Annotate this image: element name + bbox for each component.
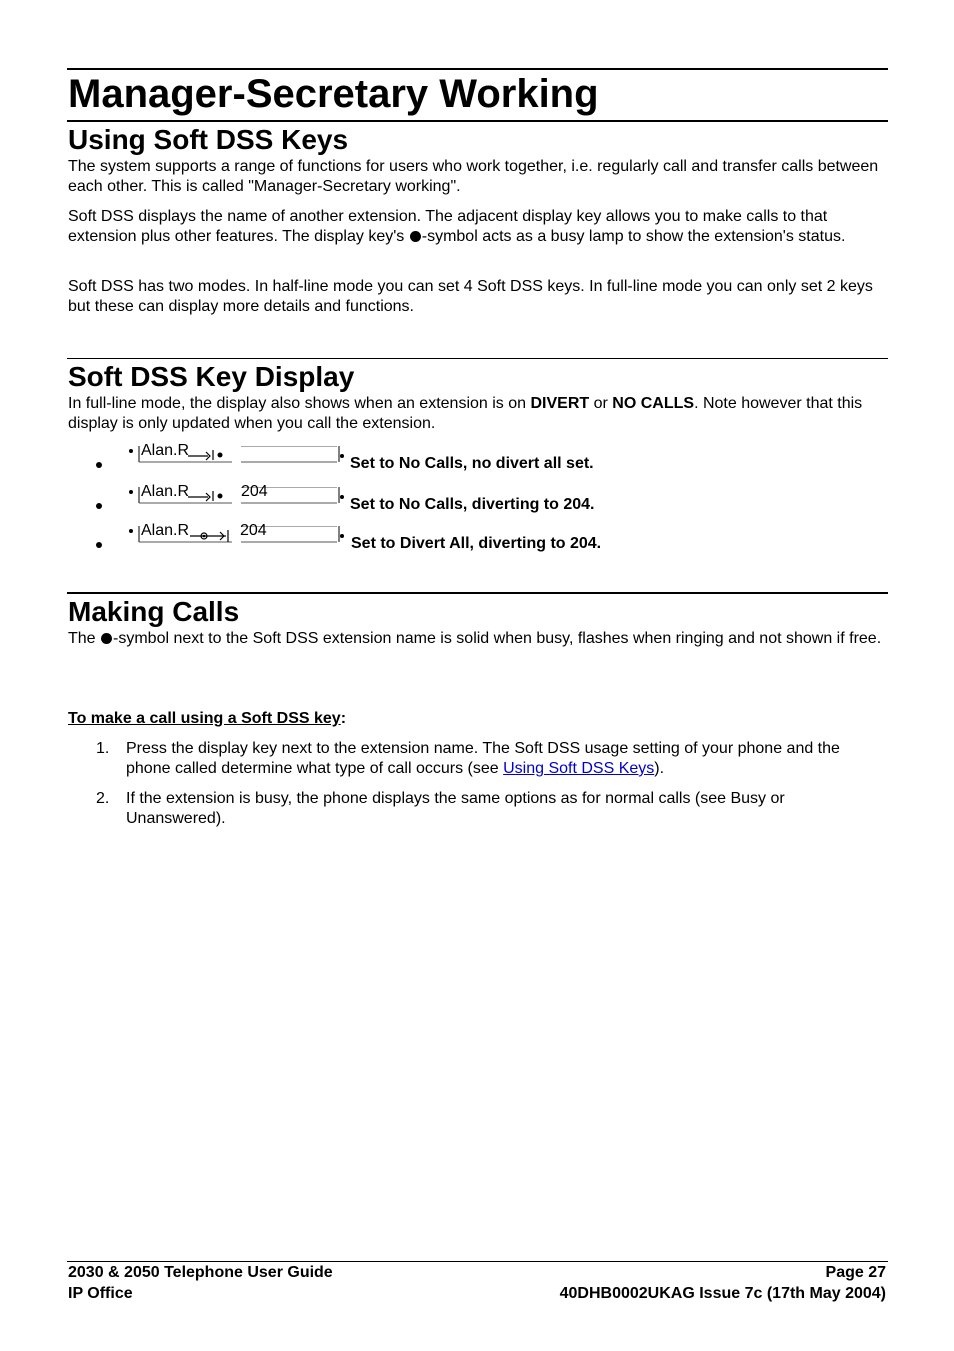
footer-rule [67,1261,888,1262]
section-heading-soft-dss-display: Soft DSS Key Display [68,361,355,392]
display-name-text: Alan.R [141,442,190,459]
busy-lamp-icon [410,231,421,242]
paragraph: The -symbol next to the Soft DSS extension name is solid when busy, flashes when ringing and not shown if free. [68,630,882,647]
step-number: 2. [96,790,110,807]
footer-left-line2: IP Office [68,1285,133,1302]
soft-dss-display [128,522,348,550]
section-divider [67,592,888,594]
bullet-icon [96,503,102,509]
section-heading-making-calls: Making Calls [68,596,240,627]
footer-left-line1: 2030 & 2050 Telephone User Guide [68,1264,333,1281]
display-name-text: Alan.R [141,522,190,539]
display-number-text: 204 [240,522,267,539]
using-soft-dss-keys-link[interactable]: Using Soft DSS Keys [503,760,655,777]
step-number: 1. [96,740,110,757]
step-text: If the extension is busy, the phone displays the same options as for normal calls (see Busy or Unanswered). [126,790,785,827]
footer-document-id: 40DHB0002UKAG Issue 7c (17th May 2004) [559,1285,886,1302]
display-caption: Set to Divert All, diverting to 204. [351,535,602,552]
display-caption: Set to No Calls, diverting to 204. [350,496,595,513]
display-number-text: 204 [241,483,268,500]
section-divider [67,358,888,359]
paragraph: Soft DSS has two modes. In half-line mode you can set 4 Soft DSS keys. In full-line mode you can only set 2 keys but these can display more details and functions. [68,278,873,315]
soft-dss-display [128,442,348,470]
paragraph: The system supports a range of functions for users who work together, i.e. regularly call and transfer calls between each other. This is called "Manager-Secretary working". [68,158,879,195]
title-bottom-rule [67,120,888,122]
paragraph: Soft DSS displays the name of another extension. The adjacent display key allows you to make calls to that extension plus other features. The display key's -symbol acts as a busy lamp to show the extension's status. [68,208,846,245]
section-heading-using-soft-dss: Using Soft DSS Keys [68,124,349,155]
footer-page-number: Page 27 [825,1264,886,1281]
step-text: Press the display key next to the extension name. The Soft DSS usage setting of your phone and the phone called determine what type of call occurs (see Using Soft DSS Keys). [126,740,840,777]
display-caption: Set to No Calls, no divert all set. [350,455,594,472]
busy-lamp-icon [101,633,112,644]
procedure-title: To make a call using a Soft DSS key: [68,710,347,727]
display-name-text: Alan.R [141,483,190,500]
page-title: Manager-Secretary Working [68,72,599,116]
soft-dss-display [128,483,348,511]
paragraph: In full-line mode, the display also shows when an extension is on DIVERT or NO CALLS. Note however that this display is only updated when you call the extension. [68,395,863,432]
bullet-icon [96,462,102,468]
bullet-icon [96,542,102,548]
